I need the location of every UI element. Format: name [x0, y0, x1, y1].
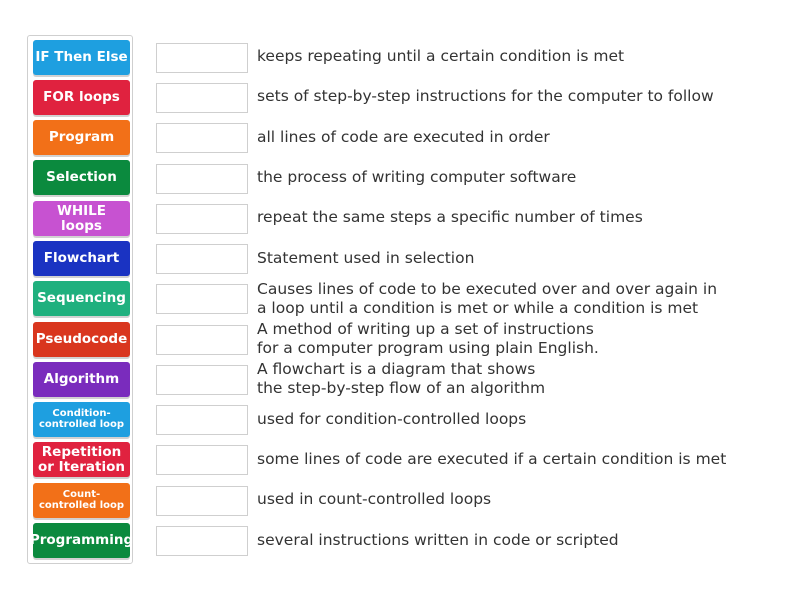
tile-flowchart[interactable]: Flowchart	[33, 241, 130, 276]
description-text: all lines of code are executed in order	[257, 128, 550, 146]
tile-for-loops[interactable]: FOR loops	[33, 80, 130, 115]
description-text: some lines of code are executed if a certain condition is met	[257, 450, 727, 468]
description-text: A method of writing up a set of instructions for a computer program using plain English.	[257, 320, 599, 357]
tile-sequencing[interactable]: Sequencing	[33, 281, 130, 316]
tile-count-controlled-loop[interactable]: Count-controlled loop	[33, 483, 130, 518]
tile-selection[interactable]: Selection	[33, 160, 130, 195]
tile-repetition-or-iteration[interactable]: Repetition or Iteration	[33, 442, 130, 477]
tile-program[interactable]: Program	[33, 120, 130, 155]
description-text: several instructions written in code or scripted	[257, 531, 619, 549]
drop-slot[interactable]	[156, 445, 248, 475]
drop-slot[interactable]	[156, 43, 248, 73]
drop-slot[interactable]	[156, 244, 248, 274]
tile-pseudocode[interactable]: Pseudocode	[33, 322, 130, 357]
description-text: sets of step-by-step instructions for the computer to follow	[257, 87, 714, 105]
description-text: A flowchart is a diagram that shows the step-by-step flow of an algorithm	[257, 360, 546, 397]
drop-slot[interactable]	[156, 486, 248, 516]
drop-slot[interactable]	[156, 83, 248, 113]
drop-slot[interactable]	[156, 365, 248, 395]
drop-slot[interactable]	[156, 284, 248, 314]
description-text: keeps repeating until a certain condition is met	[257, 47, 625, 65]
drop-slot[interactable]	[156, 164, 248, 194]
drop-slot[interactable]	[156, 325, 248, 355]
tile-programming[interactable]: Programming	[33, 523, 130, 558]
drop-slot[interactable]	[156, 526, 248, 556]
drop-slot[interactable]	[156, 405, 248, 435]
tile-algorithm[interactable]: Algorithm	[33, 362, 130, 397]
description-text: used for condition-controlled loops	[257, 410, 527, 428]
drop-slot[interactable]	[156, 204, 248, 234]
description-text: the process of writing computer software	[257, 168, 577, 186]
description-text: repeat the same steps a specific number of times	[257, 208, 643, 226]
tile-while-loops[interactable]: WHILE loops	[33, 201, 130, 236]
tile-if-then-else[interactable]: IF Then Else	[33, 40, 130, 75]
description-text: Causes lines of code to be executed over and over again in a loop until a condition is met or while a condition is met	[257, 280, 718, 317]
drop-slot[interactable]	[156, 123, 248, 153]
description-text: used in count-controlled loops	[257, 490, 492, 508]
description-text: Statement used in selection	[257, 249, 475, 267]
tile-condition-controlled-loop[interactable]: Condition-controlled loop	[33, 402, 130, 437]
